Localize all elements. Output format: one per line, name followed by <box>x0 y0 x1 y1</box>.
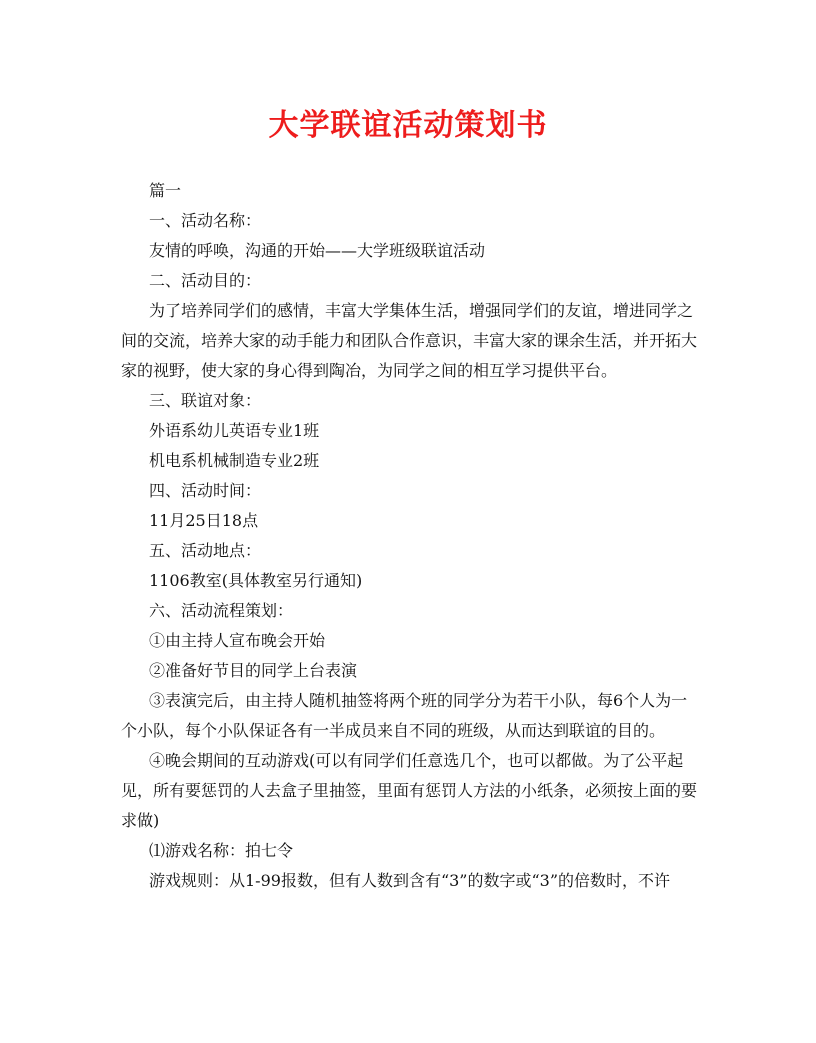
document-body <box>121 176 697 896</box>
activity-name-text: 友情的呼唤，沟通的开始——大学班级联谊活动 <box>149 241 486 260</box>
participant-class-1: 外语系幼儿英语专业1班 <box>149 421 320 440</box>
activity-location-text: 1106教室(具体教室另行通知) <box>149 571 363 590</box>
game-rules: 游戏规则：从1-99报数，但有人数到含有“3”的数字或“3”的倍数时，不许 <box>149 871 671 890</box>
heading-activity-time: 四、活动时间： <box>149 481 262 500</box>
document-title: 大学联谊活动策划书 <box>268 108 548 143</box>
process-step-4: ④晚会期间的互动游戏(可以有同学们任意选几个，也可以都做。为了公平起见，所有要惩罚的人去盒子里抽签，里面有惩罚人方法的小纸条，必须按上面的要求做) <box>121 751 698 830</box>
heading-activity-name: 一、活动名称： <box>149 211 262 230</box>
heading-participants: 三、联谊对象： <box>149 391 262 410</box>
heading-activity-location: 五、活动地点： <box>149 541 262 560</box>
participant-class-2: 机电系机械制造专业2班 <box>149 451 320 470</box>
process-step-2: ②准备好节目的同学上台表演 <box>149 661 358 680</box>
activity-time-text: 11月25日18点 <box>149 511 259 530</box>
process-step-1: ①由主持人宣布晚会开始 <box>149 631 326 650</box>
game-name: ⑴游戏名称：拍七令 <box>149 841 294 860</box>
process-step-3: ③表演完后，由主持人随机抽签将两个班的同学分为若干小队，每6个人为一个小队，每个小队保证各有一半成员来自不同的班级，从而达到联谊的目的。 <box>121 691 688 740</box>
heading-activity-purpose: 二、活动目的： <box>149 271 262 290</box>
section-label: 篇一 <box>149 181 182 200</box>
heading-activity-process: 六、活动流程策划： <box>149 601 294 620</box>
activity-purpose-text: 为了培养同学们的感情，丰富大学集体生活，增强同学们的友谊，增进同学之间的交流，培养大家的动手能力和团队合作意识，丰富大家的课余生活，并开拓大家的视野，使大家的身心得到陶冶，为同学之间的相互学习提供平台。 <box>121 301 698 380</box>
